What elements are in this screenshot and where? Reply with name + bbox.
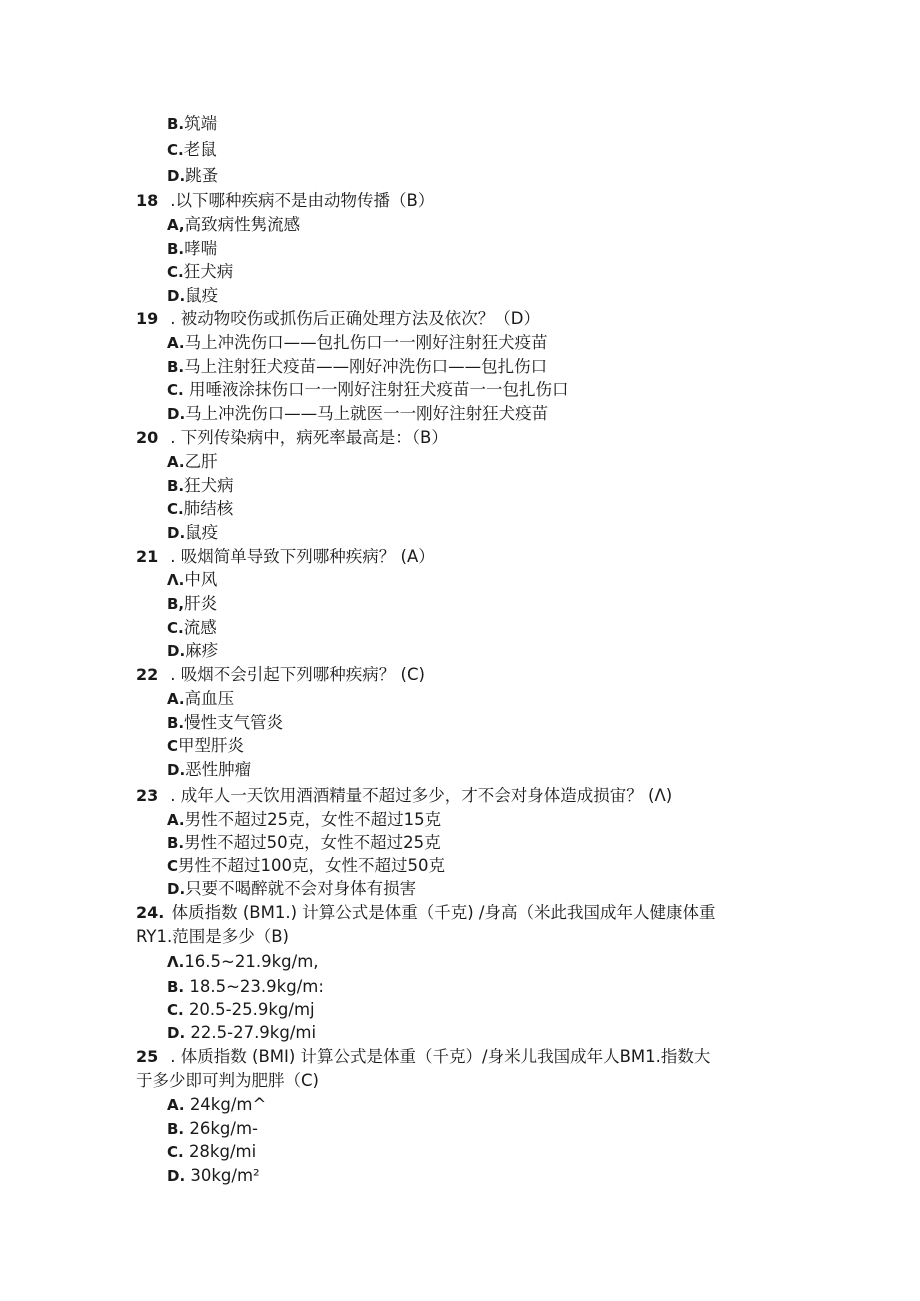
option-label: D. <box>167 761 186 779</box>
option-label: D. <box>167 1167 191 1185</box>
option-item <box>167 379 568 401</box>
option-text: 慢性支气管炎 <box>184 713 284 732</box>
option-item <box>167 165 218 187</box>
option-label: D. <box>167 287 186 305</box>
question-number: 25 <box>136 1047 159 1066</box>
option-label: C. <box>167 500 184 518</box>
question-stem: RY1.范围是多少（B) <box>136 927 289 946</box>
question-text <box>136 664 425 686</box>
option-label: C. <box>167 141 184 159</box>
option-item <box>167 356 547 378</box>
option-label: C <box>167 737 179 755</box>
option-text: 马上注射狂犬疫苗——刚好冲洗伤口——包扎伤口 <box>184 357 548 376</box>
option-text: 马上冲洗伤口——马上就医一一刚好注射狂犬疫苗 <box>185 404 549 423</box>
option-text: 跳蚤 <box>185 166 219 185</box>
option-text: 28kg/mi <box>188 1142 257 1161</box>
option-item <box>167 238 217 260</box>
option-item <box>167 285 218 307</box>
option-text: 男性不超过100克，女性不超过50克 <box>178 856 446 875</box>
option-item <box>167 1094 266 1116</box>
question-stem: . 成年人一天饮用酒酒精量不超过多少，才不会对身体造成损宙？ (Λ) <box>170 786 673 805</box>
option-text: 男性不超过25克，女性不超过15克 <box>184 810 442 829</box>
option-item <box>167 113 217 135</box>
option-text: 男性不超过50克，女性不超过25克 <box>184 833 441 852</box>
question-stem: . 体质指数 (BMI) 计算公式是体重（千克）/身米儿我国成年人BM1.指数大 <box>170 1047 711 1066</box>
question-number: 19 <box>136 309 159 328</box>
question-stem: 体质指数 (BM1.) 计算公式是体重（千克) /身高（米此我国成年人健康体重 <box>166 903 716 922</box>
option-text: 22.5-27.9kg/mi <box>190 1023 317 1042</box>
option-item <box>167 759 251 781</box>
option-label: D. <box>167 167 186 185</box>
option-item <box>167 403 548 425</box>
option-item <box>167 1022 316 1044</box>
option-text: 26kg/m- <box>189 1119 258 1138</box>
question-text-continued <box>136 926 289 948</box>
option-item <box>167 855 445 877</box>
option-text: 20.5-25.9kg/mj <box>188 1000 315 1019</box>
option-text: 哮喘 <box>184 239 218 258</box>
option-text: 鼠疫 <box>185 286 219 305</box>
option-item <box>167 832 441 854</box>
question-number: 22 <box>136 665 159 684</box>
option-item <box>167 1141 256 1163</box>
option-text: 流感 <box>183 618 217 637</box>
option-label: B. <box>167 834 185 852</box>
question-number: 18 <box>136 191 159 210</box>
option-label: A. <box>167 334 185 352</box>
question-stem: 于多少即可判为肥胖（C) <box>136 1071 319 1090</box>
option-label: B, <box>167 595 185 613</box>
option-item <box>167 139 217 161</box>
option-label: A. <box>167 811 185 829</box>
option-item <box>167 1118 258 1140</box>
question-text <box>136 308 540 330</box>
question-stem: . 下列传染病中，病死率最高是：（B） <box>170 428 448 447</box>
question-stem: .以下哪种疾病不是由动物传播（B） <box>170 191 435 210</box>
option-label: B. <box>167 978 190 996</box>
option-text: 筑端 <box>184 114 218 133</box>
option-item <box>167 1165 260 1187</box>
option-item <box>167 498 233 520</box>
option-label: B. <box>167 1120 190 1138</box>
option-label: C. <box>167 619 184 637</box>
option-item <box>167 593 217 615</box>
option-label: C <box>167 857 179 875</box>
option-item <box>167 640 218 662</box>
question-number: 24. <box>136 903 165 922</box>
option-item <box>167 712 283 734</box>
option-label: A. <box>167 1096 190 1114</box>
option-item <box>167 569 217 591</box>
option-item <box>167 522 218 544</box>
option-label: B. <box>167 115 185 133</box>
option-text: 24kg/m^ <box>189 1095 267 1114</box>
option-label: D. <box>167 1024 191 1042</box>
option-item <box>167 261 233 283</box>
option-item <box>167 999 315 1021</box>
question-number: 23 <box>136 786 159 805</box>
option-text: 肺结核 <box>183 499 234 518</box>
question-stem: . 吸烟不会引起下列哪种疾病？ (C) <box>170 665 425 684</box>
option-text: 高致病性隽流感 <box>184 215 301 234</box>
option-text: 鼠疫 <box>185 523 219 542</box>
option-text: 18.5~23.9kg/m: <box>189 977 324 996</box>
option-label: A. <box>167 453 185 471</box>
question-text <box>136 902 716 924</box>
question-text <box>136 785 672 807</box>
option-text: 用唾液涂抹伤口一一刚好注射狂犬疫苗一一包扎伤口 <box>183 380 569 399</box>
option-text: 30kg/m² <box>190 1166 260 1185</box>
option-item <box>167 617 217 639</box>
question-stem: . 吸烟简单导致下列哪种疾病？ (A） <box>170 547 435 566</box>
option-label: A, <box>167 216 185 234</box>
option-text: 肝炎 <box>184 594 218 613</box>
option-label: D. <box>167 405 186 423</box>
option-item <box>167 688 234 710</box>
question-number: 20 <box>136 428 159 447</box>
option-text: 中风 <box>184 570 218 589</box>
option-text: 狂犬病 <box>183 262 234 281</box>
question-text-continued <box>136 1070 319 1092</box>
option-label: C. <box>167 263 184 281</box>
option-item <box>167 332 548 354</box>
option-item <box>167 214 300 236</box>
option-label: B. <box>167 477 185 495</box>
option-label: D. <box>167 642 186 660</box>
option-label: D. <box>167 880 186 898</box>
option-item <box>167 951 319 973</box>
option-item <box>167 735 244 757</box>
option-label: D. <box>167 524 186 542</box>
option-text: 老鼠 <box>183 140 217 159</box>
option-item <box>167 976 324 998</box>
question-text <box>136 190 434 212</box>
option-label: A. <box>167 690 185 708</box>
option-text: 16.5~21.9kg/m, <box>184 952 319 971</box>
option-label: Λ. <box>167 571 185 589</box>
option-item <box>167 451 218 473</box>
option-label: B. <box>167 714 185 732</box>
question-stem: . 被动物咬伤或抓伤后正确处理方法及依次？（D） <box>170 309 540 328</box>
option-label: B. <box>167 358 185 376</box>
option-text: 乙肝 <box>184 452 218 471</box>
question-number: 21 <box>136 547 159 566</box>
option-label: C. <box>167 1143 189 1161</box>
option-text: 狂犬病 <box>184 476 234 495</box>
question-text <box>136 1046 710 1068</box>
option-text: 麻疹 <box>185 641 219 660</box>
option-text: 恶性肿瘤 <box>185 760 252 779</box>
option-text: 高血压 <box>184 689 235 708</box>
question-text <box>136 427 448 449</box>
option-item <box>167 475 234 497</box>
option-text: 马上冲洗伤口——包扎伤口一一刚好注射狂犬疫苗 <box>184 333 548 352</box>
option-text: 只要不喝醉就不会对身体有损害 <box>185 879 417 898</box>
option-label: Λ. <box>167 953 185 971</box>
option-label: B. <box>167 240 185 258</box>
option-item <box>167 878 416 900</box>
question-text <box>136 546 435 568</box>
option-item <box>167 809 441 831</box>
option-label: C. <box>167 381 184 399</box>
option-text: 甲型肝炎 <box>178 736 245 755</box>
option-label: C. <box>167 1001 189 1019</box>
